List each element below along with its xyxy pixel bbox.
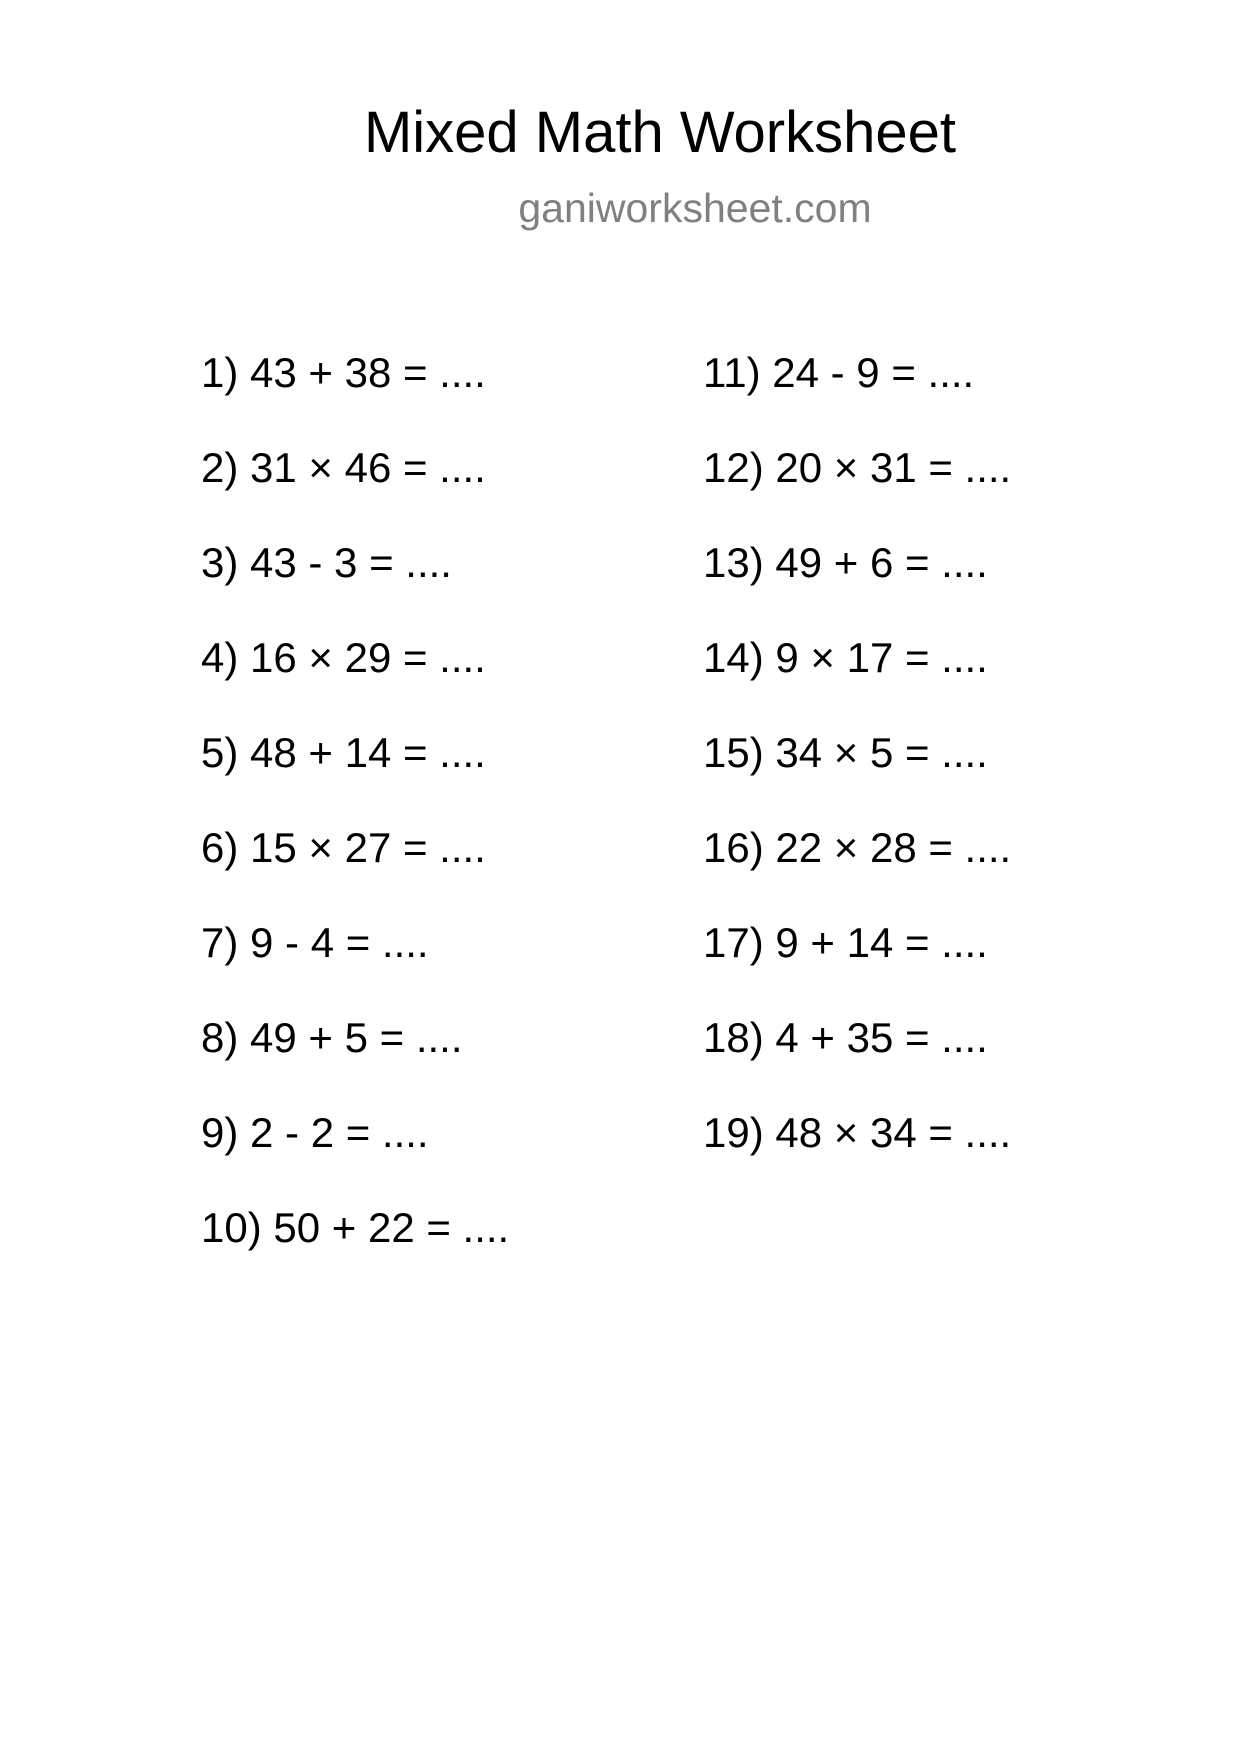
problem-9: 9) 2 - 2 = .... — [201, 1109, 429, 1156]
problem-17: 17) 9 + 14 = .... — [703, 919, 988, 966]
problem-3: 3) 43 - 3 = .... — [201, 539, 452, 586]
problems-left-column — [201, 348, 509, 1298]
problem-16: 16) 22 × 28 = .... — [703, 824, 1012, 871]
problem-4: 4) 16 × 29 = .... — [201, 634, 486, 681]
problem-13: 13) 49 + 6 = .... — [703, 539, 988, 586]
problem-19: 19) 48 × 34 = .... — [703, 1109, 1012, 1156]
problem-1: 1) 43 + 38 = .... — [201, 349, 486, 396]
problem-2: 2) 31 × 46 = .... — [201, 444, 486, 491]
problem-18: 18) 4 + 35 = .... — [703, 1014, 988, 1061]
worksheet-title: Mixed Math Worksheet — [363, 100, 957, 165]
problem-12: 12) 20 × 31 = .... — [703, 444, 1012, 491]
problem-8: 8) 49 + 5 = .... — [201, 1014, 463, 1061]
problem-7: 7) 9 - 4 = .... — [201, 919, 429, 966]
problem-10: 10) 50 + 22 = .... — [201, 1204, 510, 1251]
problem-15: 15) 34 × 5 = .... — [703, 729, 988, 776]
problem-6: 6) 15 × 27 = .... — [201, 824, 486, 871]
worksheet-source: ganiworksheet.com — [518, 185, 872, 231]
problems-right-column — [703, 348, 1011, 1203]
problem-11: 11) 24 - 9 = .... — [703, 349, 975, 396]
problem-5: 5) 48 + 14 = .... — [201, 729, 486, 776]
problem-14: 14) 9 × 17 = .... — [703, 634, 988, 681]
